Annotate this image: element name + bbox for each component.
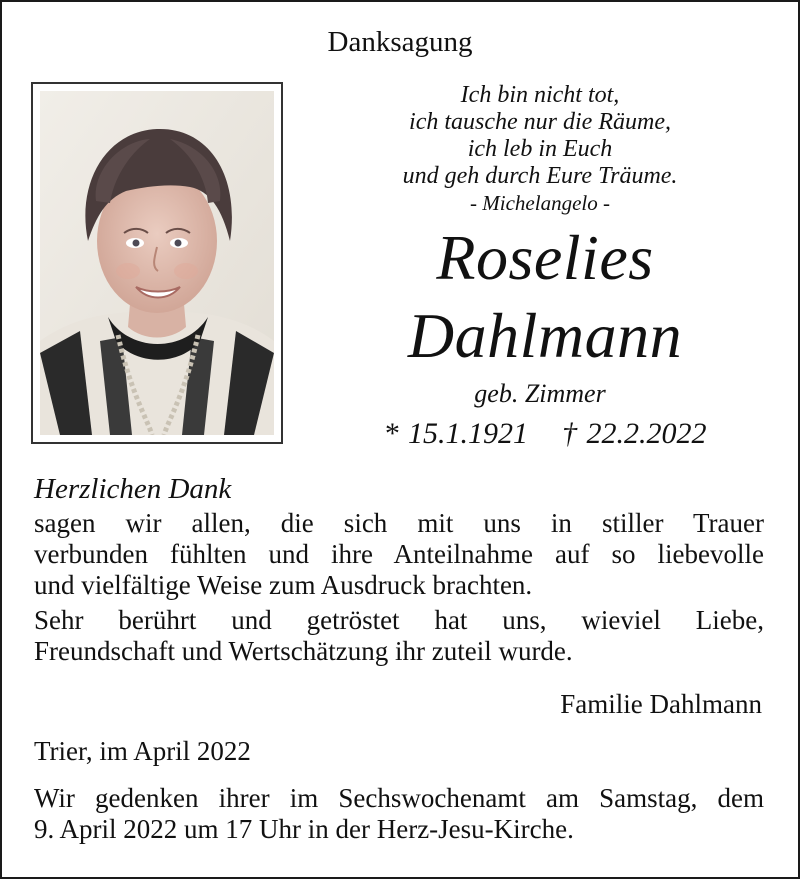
text-line: verbunden fühlten und ihre Anteilnahme auf so liebevolle xyxy=(34,539,764,569)
portrait-illustration xyxy=(40,91,274,435)
birth-name: geb. Zimmer xyxy=(474,379,606,408)
family-signature: Familie Dahlmann xyxy=(560,689,762,719)
thanks-heading: Herzlichen Dank xyxy=(34,473,232,505)
deceased-first-name: Roselies xyxy=(436,222,654,293)
text-line: Wir gedenken ihrer im Sechswochenamt am Samstag, dem xyxy=(34,783,764,813)
poem-line: ich tausche nur die Räume, xyxy=(409,109,671,135)
poem-line: und geh durch Eure Träume. xyxy=(402,163,678,189)
memorial-service-paragraph xyxy=(34,783,764,845)
sympathy-paragraph xyxy=(34,605,764,667)
text-line: 9. April 2022 um 17 Uhr in der Herz-Jesu-Kirche. xyxy=(34,814,574,844)
thanks-paragraph xyxy=(34,508,764,601)
poem-line: Ich bin nicht tot, xyxy=(460,82,620,108)
poem-line: ich leb in Euch xyxy=(467,136,613,162)
text-line: und vielfältige Weise zum Ausdruck brachten. xyxy=(34,570,533,600)
poem-author: - Michelangelo - xyxy=(470,191,610,215)
text-line: Sehr berührt und getröstet hat uns, wieviel Liebe, xyxy=(34,605,764,635)
death-date: † 22.2.2022 xyxy=(562,417,707,450)
text-line: sagen wir allen, die sich mit uns in stiller Trauer xyxy=(34,508,764,538)
portrait-photo xyxy=(40,91,274,435)
life-dates xyxy=(300,416,790,452)
place-date: Trier, im April 2022 xyxy=(34,736,251,766)
notice-title: Danksagung xyxy=(327,26,473,58)
deceased-last-name: Dahlmann xyxy=(407,300,683,371)
birth-date: * 15.1.1921 xyxy=(383,417,528,450)
poem xyxy=(330,82,750,217)
portrait-photo-frame xyxy=(31,82,283,444)
text-line: Freundschaft und Wertschätzung ihr zuteil wurde. xyxy=(34,636,573,666)
